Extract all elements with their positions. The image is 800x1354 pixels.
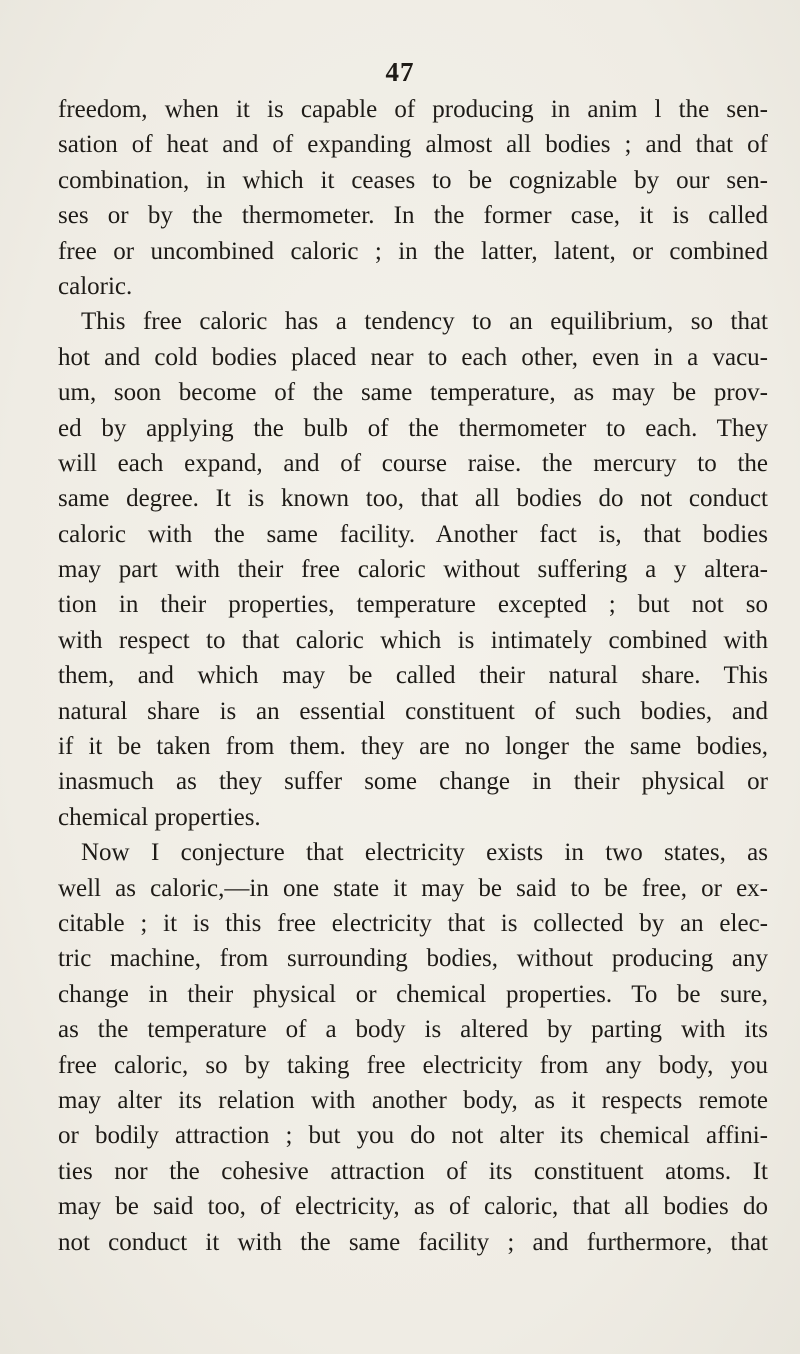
text-line: ties nor the cohesive attraction of its constituent atoms. It (58, 1157, 768, 1185)
text-line: if it be taken from them. they are no longer the same bodies, (58, 733, 768, 761)
text-line: may part with their free caloric without suffering a y altera- (58, 556, 768, 584)
text-line: caloric with the same facility. Another fact is, that bodies (58, 520, 768, 548)
text-line: as the temperature of a body is altered by parting with its (58, 1016, 768, 1044)
text-line: tric machine, from surrounding bodies, without producing any (58, 945, 768, 973)
text-line: may alter its relation with another body, as it respects remote (58, 1086, 768, 1114)
body-text (58, 92, 768, 1260)
text-line: combination, in which it ceases to be cognizable by our sen- (58, 166, 768, 194)
text-line: natural share is an essential constituent of such bodies, and (58, 697, 768, 725)
text-line: well as caloric,—in one state it may be said to be free, or ex- (58, 874, 768, 902)
text-line: not conduct it with the same facility ; and furthermore, that (58, 1228, 768, 1256)
page-number: 47 (385, 57, 415, 87)
text-line: or bodily attraction ; but you do not alter its chemical affini- (58, 1122, 768, 1150)
text-line: free caloric, so by taking free electricity from any body, you (58, 1051, 768, 1079)
text-line: ses or by the thermometer. In the former case, it is called (58, 202, 768, 230)
text-line: may be said too, of electricity, as of caloric, that all bodies do (58, 1193, 768, 1221)
text-line: ed by applying the bulb of the thermometer to each. They (58, 414, 768, 442)
text-line: will each expand, and of course raise. the mercury to the (58, 449, 768, 477)
text-line: This free caloric has a tendency to an equilibrium, so that (81, 308, 768, 336)
text-line: freedom, when it is capable of producing in anim l the sen- (58, 96, 768, 123)
text-line: chemical properties. (58, 803, 261, 831)
text-line: tion in their properties, temperature excepted ; but not so (58, 591, 768, 619)
text-line: free or uncombined caloric ; in the latter, latent, or combined (58, 237, 768, 265)
text-line: um, soon become of the same temperature, as may be prov- (58, 379, 768, 407)
text-line: citable ; it is this free electricity that is collected by an elec- (58, 909, 768, 937)
text-line: Now I conjecture that electricity exists in two states, as (81, 839, 768, 867)
text-line: sation of heat and of expanding almost all bodies ; and that of (58, 131, 768, 159)
text-line: inasmuch as they suffer some change in their physical or (58, 768, 768, 796)
text-line: them, and which may be called their natural share. This (58, 662, 768, 690)
text-line: caloric. (58, 272, 133, 300)
text-line: same degree. It is known too, that all bodies do not conduct (58, 485, 768, 513)
text-line: hot and cold bodies placed near to each other, even in a vacu- (58, 343, 768, 371)
text-line: with respect to that caloric which is intimately combined with (58, 626, 768, 654)
text-line: change in their physical or chemical properties. To be sure, (58, 980, 768, 1008)
